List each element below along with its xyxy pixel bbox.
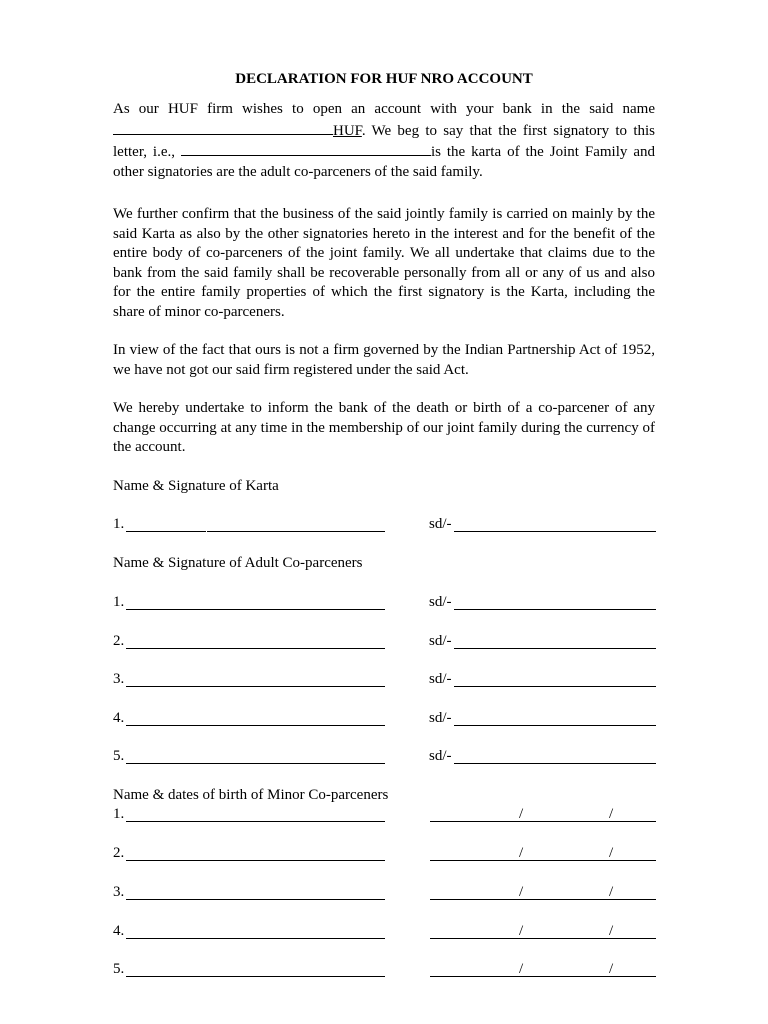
sd-label: sd/- (429, 748, 452, 764)
sd-label: sd/- (429, 671, 452, 687)
date-separator: / (609, 845, 614, 861)
adult-signature-line[interactable] (454, 648, 656, 649)
karta-name-line-2[interactable] (207, 531, 385, 532)
row-number: 3. (113, 671, 125, 687)
date-separator: / (609, 923, 614, 939)
adult-signature-line[interactable] (454, 725, 656, 726)
karta-signature-line[interactable] (454, 531, 656, 532)
date-separator: / (519, 806, 524, 822)
minor-row (0, 922, 768, 942)
date-separator: / (519, 923, 524, 939)
sd-label: sd/- (429, 516, 452, 532)
minor-name-line[interactable] (126, 938, 385, 939)
sd-label: sd/- (429, 710, 452, 726)
adult-name-line[interactable] (126, 725, 385, 726)
row-number: 4. (113, 710, 125, 726)
minor-row (0, 844, 768, 864)
minor-dob-line[interactable] (430, 938, 656, 939)
adult-row (0, 747, 768, 767)
row-number: 1. (113, 594, 125, 610)
minor-name-line[interactable] (126, 976, 385, 977)
intro-paragraph (113, 100, 655, 182)
minor-dob-line[interactable] (430, 860, 656, 861)
minor-name-line[interactable] (126, 899, 385, 900)
adult-name-line[interactable] (126, 763, 385, 764)
adult-name-line[interactable] (126, 609, 385, 610)
row-number: 2. (113, 633, 125, 649)
date-separator: / (519, 884, 524, 900)
row-number: 5. (113, 748, 125, 764)
row-number: 1. (113, 516, 125, 532)
adult-heading: Name & Signature of Adult Co-parceners (113, 555, 363, 571)
minor-row (0, 960, 768, 980)
karta-heading: Name & Signature of Karta (113, 478, 279, 494)
date-separator: / (609, 961, 614, 977)
row-number: 4. (113, 923, 125, 939)
intro-text-2: . We beg to say that the first signatory to this letter, i.e., (113, 122, 655, 160)
partnership-act-paragraph: In view of the fact that ours is not a firm governed by the Indian Partnership Act of 1952, we have not got our said firm registered under the said Act. (113, 342, 655, 378)
adult-name-line[interactable] (126, 686, 385, 687)
minor-heading: Name & dates of birth of Minor Co-parceners (113, 787, 389, 803)
date-separator: / (519, 961, 524, 977)
row-number: 5. (113, 961, 125, 977)
karta-row (0, 515, 768, 535)
karta-name-line-1[interactable] (126, 531, 206, 532)
adult-signature-line[interactable] (454, 609, 656, 610)
document-title: DECLARATION FOR HUF NRO ACCOUNT (235, 71, 533, 87)
date-separator: / (519, 845, 524, 861)
adult-row (0, 670, 768, 690)
intro-text-1: As our HUF firm wishes to open an account with your bank in the said name (113, 101, 655, 117)
liability-paragraph: We further confirm that the business of the said jointly family is carried on mainly by the said Karta as also by the other signatories hereto in the interest and for the benefit of the entire body of co-parceners of the joint family. We all undertake that claims due to the bank from the said family shall be recoverable personally from all or any of us and also for the entire family properties of which the first signatory is the Karta, including the share of minor co-parceners. (113, 206, 655, 320)
row-number: 2. (113, 845, 125, 861)
minor-dob-line[interactable] (430, 976, 656, 977)
adult-signature-line[interactable] (454, 763, 656, 764)
minor-row (0, 805, 768, 825)
undertaking-paragraph: We hereby undertake to inform the bank of the death or birth of a co-parcener of any change occurring at any time in the membership of our joint family during the currency of the account. (113, 400, 655, 455)
minor-dob-line[interactable] (430, 821, 656, 822)
minor-row (0, 883, 768, 903)
date-separator: / (609, 806, 614, 822)
row-number: 3. (113, 884, 125, 900)
adult-row (0, 593, 768, 613)
adult-name-line[interactable] (126, 648, 385, 649)
huf-name-blank[interactable] (113, 120, 333, 135)
minor-name-line[interactable] (126, 860, 385, 861)
intro-text-3: is the karta of the Joint Family and other signatories are the adult co-parceners of the said family. (113, 144, 655, 180)
minor-dob-line[interactable] (430, 899, 656, 900)
row-number: 1. (113, 806, 125, 822)
huf-suffix: HUF (333, 122, 362, 139)
karta-name-blank[interactable] (181, 141, 431, 156)
sd-label: sd/- (429, 633, 452, 649)
sd-label: sd/- (429, 594, 452, 610)
adult-signature-line[interactable] (454, 686, 656, 687)
adult-row (0, 632, 768, 652)
adult-row (0, 709, 768, 729)
date-separator: / (609, 884, 614, 900)
minor-name-line[interactable] (126, 821, 385, 822)
